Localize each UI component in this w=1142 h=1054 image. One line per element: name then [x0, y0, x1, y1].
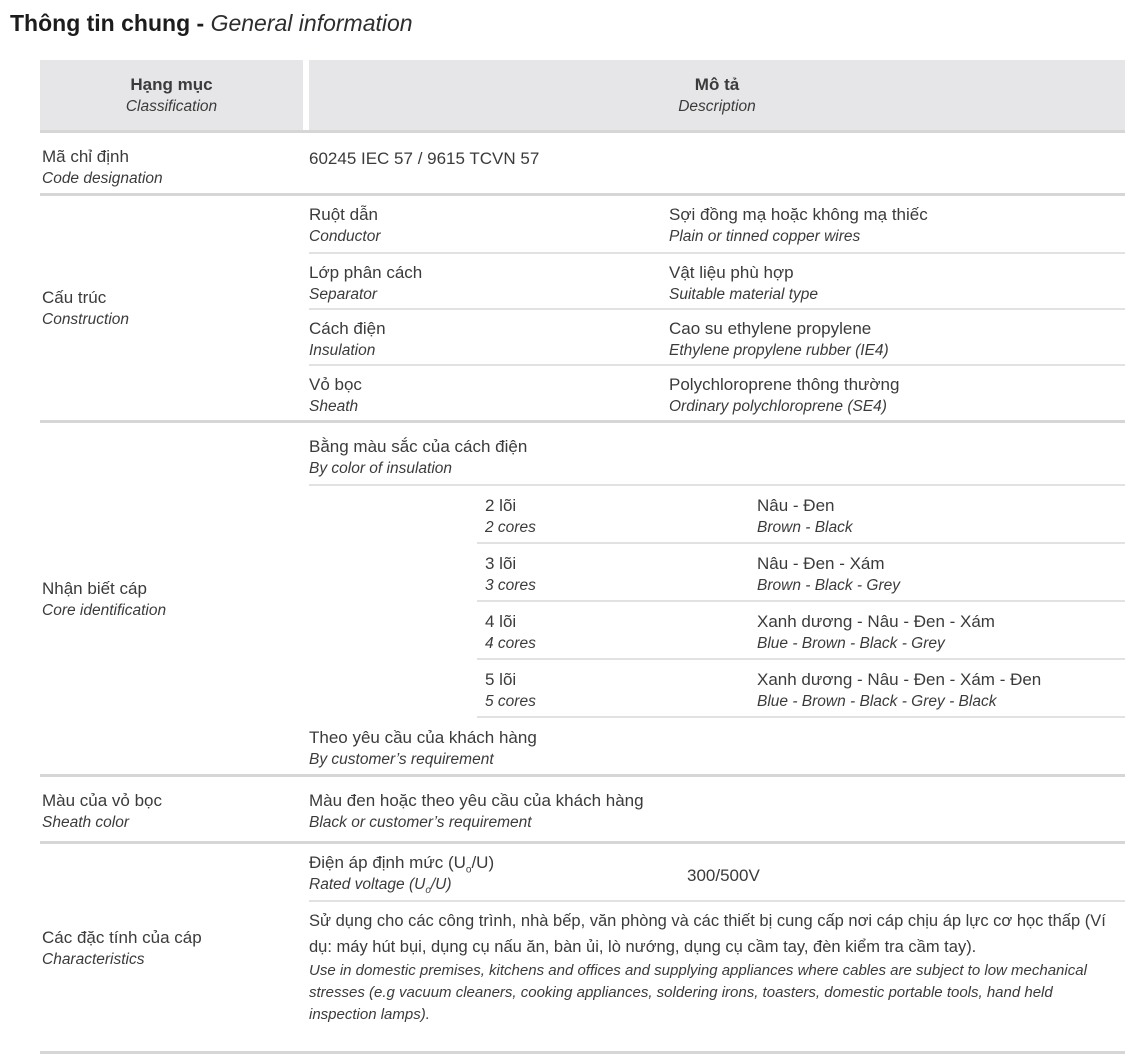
core-identification-detail [309, 423, 1125, 774]
rated-voltage-vn-post: /U) [471, 853, 495, 872]
code-designation-label-en: Code designation [42, 170, 163, 187]
usage-row [309, 902, 1125, 1051]
insulation-value-en: Ethylene propylene rubber (IE4) [669, 342, 889, 359]
usage-text-vn: Sử dụng cho các công trình, nhà bếp, văn phòng và các thiết bị cung cấp nơi cáp chịu áp lực cơ học thấp (Ví dụ: máy hút bụi, dụng cụ nấu ăn, bàn ủi, lò nướng, dụng cụ cầm tay, đèn kiểm tra cầm tay). [309, 912, 1106, 956]
classification-header-vn: Hạng mục [130, 75, 213, 94]
usage-text-en: Use in domestic premises, kitchens and offices and supplying appliances where cables are subject to low mechanical stresses (e.g vacuum cleaners, cooking appliances, soldering irons, toasters, domestic portable tools, hand held inspection lamps). [309, 962, 1087, 1023]
code-designation-value: 60245 IEC 57 / 9615 TCVN 57 [309, 149, 540, 168]
separator-name-en: Separator [309, 286, 378, 303]
core-row-3 [477, 544, 1125, 602]
core-count-4-vn: 4 lõi [485, 612, 517, 631]
characteristics-label [40, 844, 309, 1051]
by-request-vn: Theo yêu cầu của khách hàng [309, 728, 537, 747]
conductor-name [309, 203, 669, 252]
code-designation-label [40, 133, 309, 193]
sheath-color-label-vn: Màu của vỏ bọc [42, 791, 163, 810]
sheath-color-label [40, 777, 309, 841]
code-designation-row [40, 130, 1125, 193]
core-row-4 [477, 602, 1125, 660]
by-request-row [309, 718, 1125, 774]
by-color-en: By color of insulation [309, 460, 453, 477]
sheath-value [669, 373, 1125, 420]
core-identification-row [40, 420, 1125, 774]
sheath-value-vn: Polychloroprene thông thường [669, 375, 900, 394]
core-colors-4-en: Blue - Brown - Black - Grey [757, 635, 945, 652]
conductor-value-vn: Sợi đồng mạ hoặc không mạ thiếc [669, 205, 928, 224]
by-color-row [309, 423, 1125, 486]
core-count-2-vn: 2 lõi [485, 496, 517, 515]
sheath-name-en: Sheath [309, 398, 359, 415]
characteristics-row [40, 841, 1125, 1051]
core-colors-2-vn: Nâu - Đen [757, 496, 835, 515]
insulation-name [309, 317, 669, 364]
core-identification-label [40, 423, 309, 774]
classification-header-en: Classification [125, 98, 218, 115]
rated-voltage-vn-pre: Điện áp định mức (U [309, 853, 466, 872]
construction-row [40, 193, 1125, 420]
separator-name-vn: Lớp phân cách [309, 263, 423, 282]
sheath-color-value [309, 777, 1125, 841]
core-row-2 [477, 486, 1125, 544]
separator-value [669, 261, 1125, 308]
conductor-name-vn: Ruột dẫn [309, 205, 378, 224]
core-identification-label-en: Core identification [42, 601, 167, 619]
core-count-3 [477, 552, 757, 600]
core-colors-3 [757, 552, 1125, 600]
core-colors-5-en: Blue - Brown - Black - Grey - Black [757, 693, 997, 710]
rated-voltage-value: 300/500V [687, 866, 760, 885]
core-count-5-en: 5 cores [485, 693, 536, 710]
rated-voltage-row [309, 844, 1125, 902]
core-colors-4 [757, 610, 1125, 658]
classification-header-cell [40, 60, 303, 130]
core-colors-2 [757, 494, 1125, 542]
table-header [40, 60, 1125, 130]
characteristics-label-vn: Các đặc tính của cáp [42, 927, 202, 947]
core-count-3-en: 3 cores [485, 577, 536, 594]
construction-subrow-separator [309, 252, 1125, 308]
core-identification-label-vn: Nhận biết cáp [42, 578, 147, 598]
construction-subrow-sheath [309, 364, 1125, 420]
construction-subrow-insulation [309, 308, 1125, 364]
insulation-value [669, 317, 1125, 364]
core-count-4 [477, 610, 757, 658]
core-row-5 [477, 660, 1125, 718]
sheath-color-label-en: Sheath color [42, 814, 130, 831]
by-request-en: By customer’s requirement [309, 751, 494, 768]
core-colors-4-vn: Xanh dương - Nâu - Đen - Xám [757, 612, 995, 631]
core-colors-3-en: Brown - Black - Grey [757, 577, 900, 594]
page-title-separator: - [190, 10, 211, 36]
rated-voltage-vn-sub: o [465, 864, 472, 876]
insulation-name-en: Insulation [309, 342, 376, 359]
description-header-cell [309, 60, 1125, 130]
core-colors-5 [757, 668, 1125, 716]
page-title-en: General information [210, 10, 413, 36]
construction-detail [309, 196, 1125, 420]
core-count-2 [477, 494, 757, 542]
sheath-color-row [40, 774, 1125, 841]
conductor-value-en: Plain or tinned copper wires [669, 228, 861, 245]
page-title [10, 8, 1125, 38]
separator-value-vn: Vật liệu phù hợp [669, 263, 794, 282]
core-count-4-en: 4 cores [485, 635, 536, 652]
rated-voltage-en-sub: o [425, 885, 431, 897]
core-colors-2-en: Brown - Black [757, 519, 853, 536]
general-information-table [40, 60, 1125, 1054]
characteristics-detail [309, 844, 1125, 1051]
sheath-color-value-en: Black or customer’s requirement [309, 814, 532, 831]
core-count-3-vn: 3 lõi [485, 554, 517, 573]
sheath-color-value-vn: Màu đen hoặc theo yêu cầu của khách hàng [309, 791, 644, 810]
characteristics-label-en: Characteristics [42, 950, 145, 968]
conductor-name-en: Conductor [309, 228, 381, 245]
description-header-vn: Mô tả [694, 75, 740, 94]
separator-name [309, 261, 669, 308]
core-count-5 [477, 668, 757, 716]
sheath-value-en: Ordinary polychloroprene (SE4) [669, 398, 887, 415]
description-header-en: Description [678, 98, 756, 115]
core-colors-5-vn: Xanh dương - Nâu - Đen - Xám - Đen [757, 670, 1042, 689]
rated-voltage-en-pre: Rated voltage (U [309, 876, 426, 893]
core-count-5-vn: 5 lõi [485, 670, 517, 689]
sheath-name [309, 373, 669, 420]
code-designation-label-vn: Mã chỉ định [42, 147, 129, 166]
page-title-vn: Thông tin chung [10, 10, 191, 36]
rated-voltage-en-post: /U) [430, 876, 452, 893]
insulation-value-vn: Cao su ethylene propylene [669, 319, 872, 338]
core-count-2-en: 2 cores [485, 519, 536, 536]
construction-label [40, 196, 309, 420]
construction-label-en: Construction [42, 311, 130, 328]
sheath-name-vn: Vỏ bọc [309, 375, 362, 394]
conductor-value [669, 203, 1125, 252]
insulation-name-vn: Cách điện [309, 319, 386, 338]
core-colors-3-vn: Nâu - Đen - Xám [757, 554, 885, 573]
construction-subrow-conductor [309, 196, 1125, 252]
separator-value-en: Suitable material type [669, 286, 819, 303]
construction-label-vn: Cấu trúc [42, 288, 107, 307]
by-color-vn: Bằng màu sắc của cách điện [309, 437, 528, 456]
